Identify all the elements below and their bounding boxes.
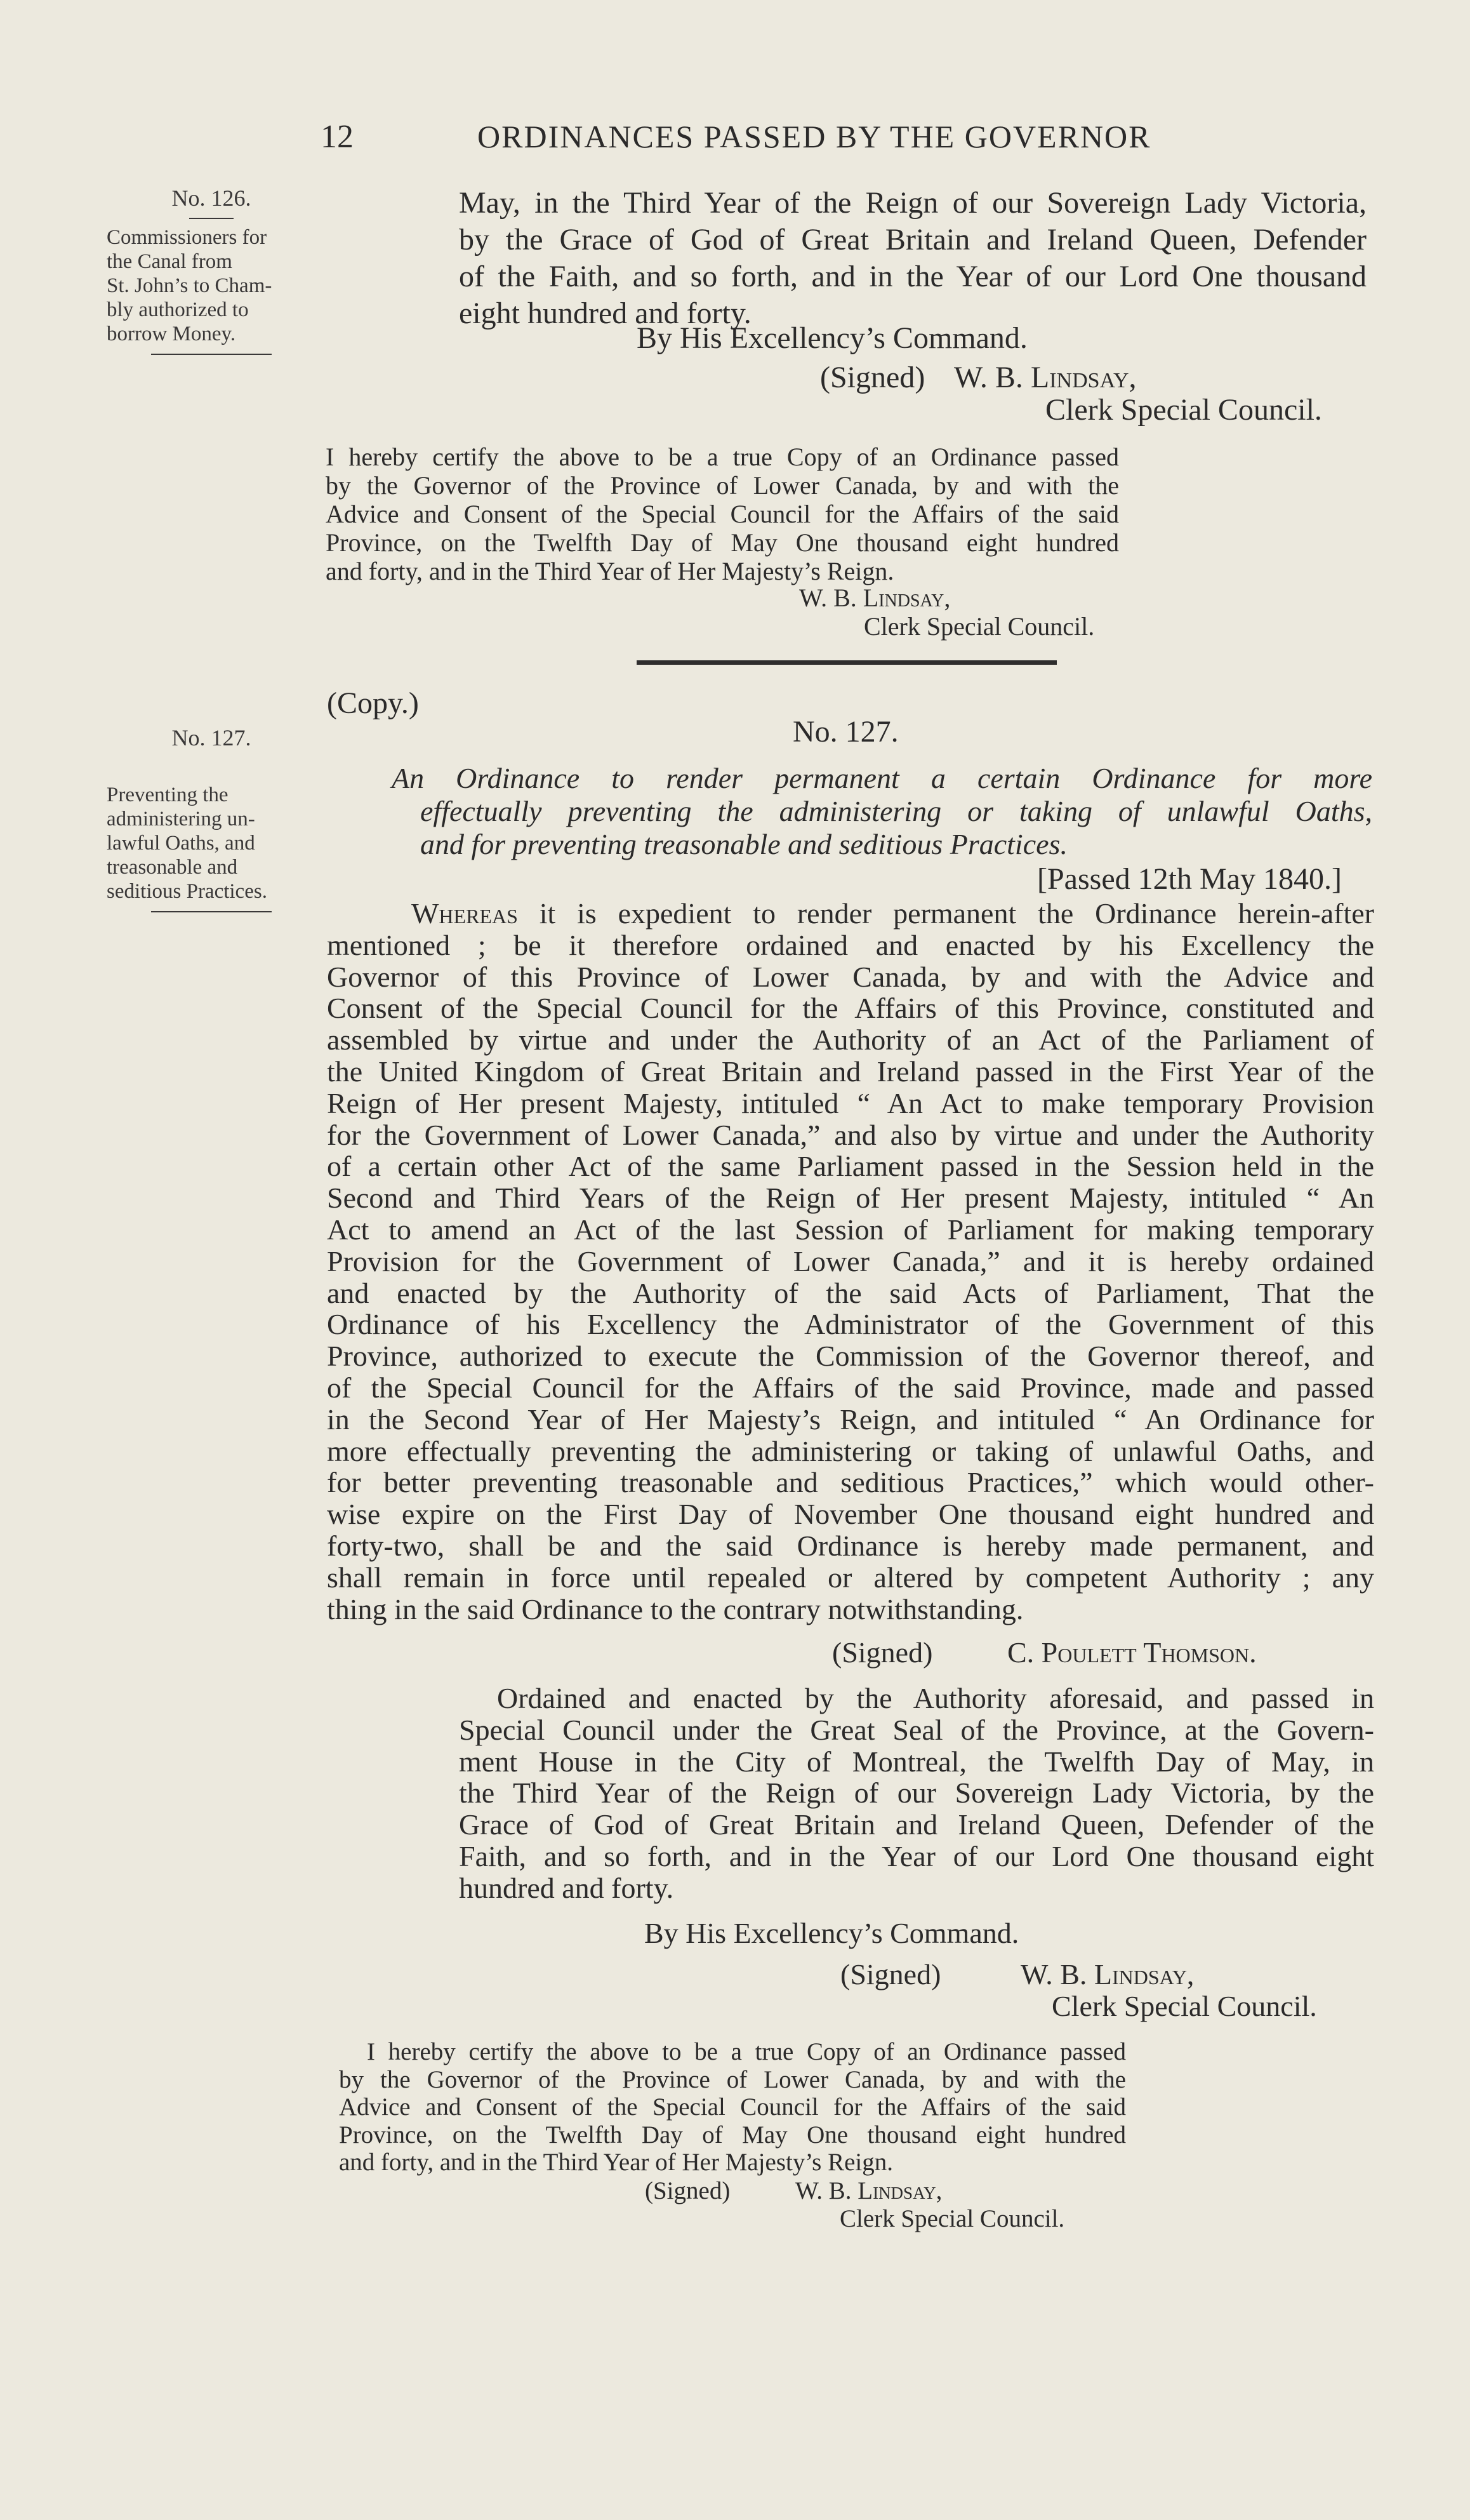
title-line: An Ordinance to render permanent a certain Ordinance for more xyxy=(392,762,1372,794)
text-line: in the Second Year of Her Majesty’s Reign, and intituled “ An Ordinance for xyxy=(327,1403,1374,1436)
text-line: assembled by virtue and under the Authority of an Act of the Parliament of xyxy=(327,1023,1374,1057)
divider xyxy=(189,218,234,219)
divider xyxy=(151,354,272,355)
margin-note-126 xyxy=(107,186,316,355)
text-line: Grace of God of Great Britain and Ireland Queen, Defender of the xyxy=(459,1808,1374,1841)
text-line: by the Governor of the Province of Lower Canada, by and with the xyxy=(339,2065,1126,2093)
title-line: and for preventing treasonable and seditious Practices. xyxy=(420,828,1068,860)
signer-name: W. B. Lindsay, xyxy=(954,361,1137,394)
certificate-126 xyxy=(326,443,1119,585)
signer-title: Clerk Special Council. xyxy=(864,612,1095,641)
margin-note-line: seditious Practices. xyxy=(107,880,267,903)
section-divider xyxy=(637,660,1057,665)
signed-label: (Signed) xyxy=(820,361,925,394)
text-line: Advice and Consent of the Special Council for the Affairs of the said xyxy=(326,500,1119,528)
text-line: ment House in the City of Montreal, the Twelfth Day of May, in xyxy=(459,1745,1374,1778)
text-line: by the Governor of the Province of Lower Canada, by and with the xyxy=(326,471,1119,500)
text-line: wise expire on the First Day of November One thousand eight hundred and xyxy=(327,1498,1374,1531)
text-line: Second and Third Years of the Reign of Her present Majesty, intituled “ An xyxy=(327,1182,1374,1215)
margin-note-line: the Canal from xyxy=(107,250,232,273)
text-line: Consent of the Special Council for the Affairs of this Province, constituted and xyxy=(327,992,1374,1025)
text-line: mentioned ; be it therefore ordained and enacted by his Excellency the xyxy=(327,928,1374,961)
text-line: the Third Year of the Reign of our Sovereign Lady Victoria, by the xyxy=(459,1777,1374,1810)
ordinance-126-conclusion xyxy=(459,185,1367,332)
command-line: By His Excellency’s Command. xyxy=(644,1917,1019,1949)
text-line: Governor of this Province of Lower Canada, by and with the Advice and xyxy=(327,960,1374,993)
text-line: Advice and Consent of the Special Council for the Affairs of the said xyxy=(339,2093,1126,2121)
margin-note-line: Commissioners for xyxy=(107,226,267,249)
text-line: and forty, and in the Third Year of Her Majesty’s Reign. xyxy=(326,557,894,585)
text-line: forty-two, shall be and the said Ordinance is hereby made permanent, and xyxy=(327,1529,1374,1562)
text-line: Province, on the Twelfth Day of May One thousand eight hundred xyxy=(326,528,1119,557)
title-line: effectually preventing the administering or taking of unlawful Oaths, xyxy=(420,795,1372,827)
ordinance-title xyxy=(392,762,1372,861)
signer-name: W. B. Lindsay, xyxy=(1021,1958,1195,1990)
text-line: it is expedient to render permanent the Ordinance herein-after xyxy=(517,897,1374,930)
signed-label: (Signed) xyxy=(840,1958,941,1990)
signer-title: Clerk Special Council. xyxy=(840,2205,1065,2232)
ordinance-body xyxy=(327,898,1374,1625)
text-line: Reign of Her present Majesty, intituled “ An Act to make temporary Provision xyxy=(327,1086,1374,1119)
text-line: I hereby certify the above to be a true Copy of an Ordinance passed xyxy=(367,2038,1126,2065)
enactment-clause xyxy=(459,1683,1374,1904)
text-line: and enacted by the Authority of the said Acts of Parliament, That the xyxy=(327,1276,1374,1309)
text-line: for the Government of Lower Canada,” and also by virtue and under the Authority xyxy=(327,1118,1374,1151)
ordinance-number: No. 127. xyxy=(793,715,899,749)
margin-note-line: lawful Oaths, and xyxy=(107,832,255,855)
first-word: Whereas xyxy=(411,897,518,930)
text-line: of the Faith, and so forth, and in the Year of our Lord One thousand xyxy=(459,260,1367,293)
margin-note-line: administering un- xyxy=(107,808,255,830)
text-line: shall remain in force until repealed or altered by competent Authority ; any xyxy=(327,1561,1374,1594)
text-line: more effectually preventing the administering or taking of unlawful Oaths, and xyxy=(327,1434,1374,1467)
signer-name: W. B. Lindsay, xyxy=(799,583,951,612)
text-line: for better preventing treasonable and seditious Practices,” which would other- xyxy=(327,1466,1374,1499)
text-line: May, in the Third Year of the Reign of our Sovereign Lady Victoria, xyxy=(459,186,1367,220)
signer-title: Clerk Special Council. xyxy=(1045,393,1322,427)
text-line: of a certain other Act of the same Parliament passed in the Session held in the xyxy=(327,1150,1374,1183)
text-line: I hereby certify the above to be a true Copy of an Ordinance passed xyxy=(326,443,1119,471)
copy-label: (Copy.) xyxy=(327,686,419,720)
divider xyxy=(151,911,272,912)
text-line: Province, authorized to execute the Commission of the Governor thereof, and xyxy=(327,1340,1374,1373)
text-line: Faith, and so forth, and in the Year of our Lord One thousand eight xyxy=(459,1839,1374,1872)
passed-date: [Passed 12th May 1840.] xyxy=(1037,862,1342,896)
signed-label: (Signed) xyxy=(832,1636,933,1669)
margin-note-number: No. 126. xyxy=(171,185,251,211)
margin-note-line: St. John’s to Cham- xyxy=(107,274,272,297)
margin-note-127 xyxy=(107,726,316,912)
page-number: 12 xyxy=(321,119,354,155)
margin-note-line: borrow Money. xyxy=(107,323,236,345)
text-line: Ordinance of his Excellency the Administrator of the Government of this xyxy=(327,1308,1374,1341)
margin-note-line: Preventing the xyxy=(107,783,228,806)
text-line: and forty, and in the Third Year of Her Majesty’s Reign. xyxy=(339,2149,894,2176)
signer-name: W. B. Lindsay, xyxy=(795,2177,943,2204)
text-line xyxy=(327,898,1374,930)
text-line: thing in the said Ordinance to the contrary notwithstanding. xyxy=(327,1592,1024,1625)
text-line: Special Council under the Great Seal of the Province, at the Govern- xyxy=(459,1713,1374,1746)
text-line: by the Grace of God of Great Britain and Ireland Queen, Defender xyxy=(459,223,1367,257)
text-line: Ordained and enacted by the Authority aforesaid, and passed in xyxy=(497,1682,1374,1714)
text-line: the United Kingdom of Great Britain and Ireland passed in the First Year of the xyxy=(327,1055,1374,1088)
text-line: of the Special Council for the Affairs of the said Province, made and passed xyxy=(327,1371,1374,1404)
margin-note-line: bly authorized to xyxy=(107,298,249,321)
margin-note-number: No. 127. xyxy=(171,725,251,750)
text-line: Province, on the Twelfth Day of May One thousand eight hundred xyxy=(339,2121,1126,2149)
running-title: ORDINANCES PASSED BY THE GOVERNOR xyxy=(477,119,1151,154)
signer-title: Clerk Special Council. xyxy=(1052,1990,1317,2022)
text-line: hundred and forty. xyxy=(459,1871,674,1904)
text-line: eight hundred and forty. xyxy=(459,297,752,330)
signed-label: (Signed) xyxy=(645,2177,731,2204)
command-line: By His Excellency’s Command. xyxy=(637,321,1028,355)
text-line: Provision for the Government of Lower Canada,” and it is hereby ordained xyxy=(327,1244,1374,1277)
margin-note-line: treasonable and xyxy=(107,856,238,879)
text-line: Act to amend an Act of the last Session of Parliament for making temporary xyxy=(327,1213,1374,1246)
signer-name: C. Poulett Thomson. xyxy=(1007,1636,1257,1669)
certificate-127 xyxy=(339,2038,1126,2177)
